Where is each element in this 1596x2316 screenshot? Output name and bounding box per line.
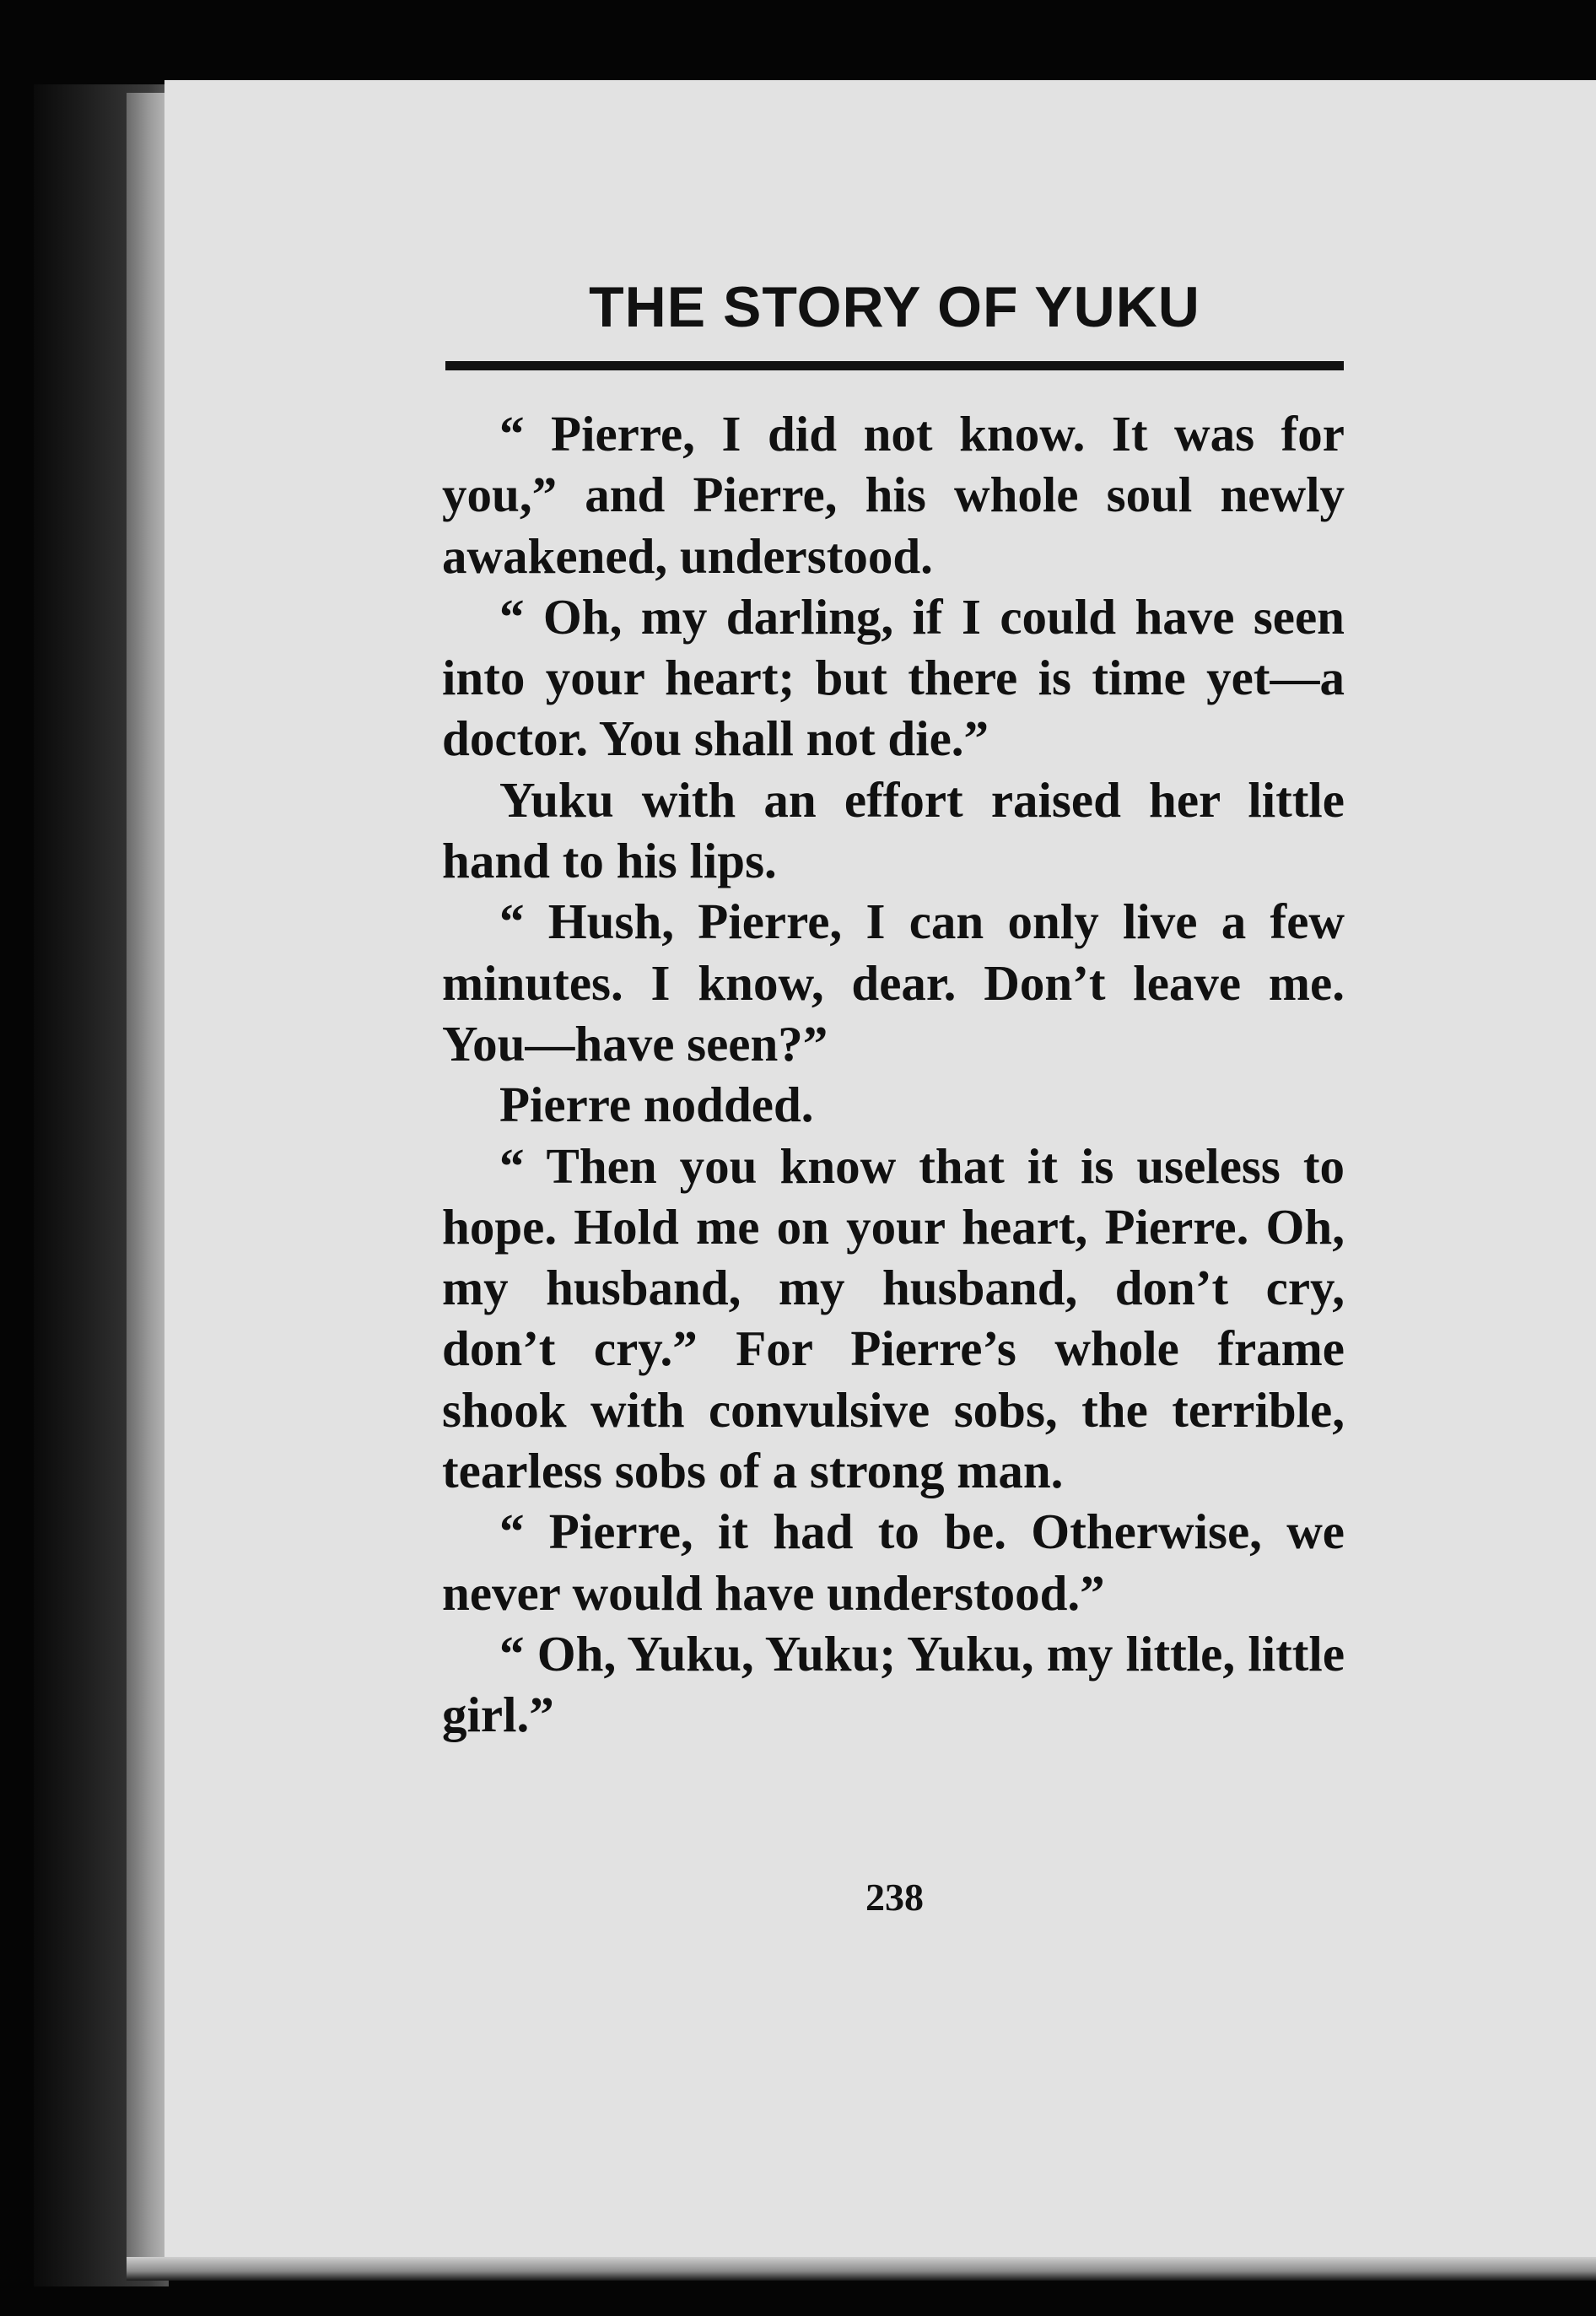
paragraph: “ Oh, my darling, if I could have seen into your heart; but there is time yet—a doctor. You shall not die.”	[442, 588, 1345, 767]
paragraph: “ Pierre, it had to be. Otherwise, we never would have understood.”	[442, 1504, 1345, 1621]
paragraph: Pierre nodded.	[499, 1077, 814, 1133]
paragraph: “ Oh, Yuku, Yuku; Yuku, my little, little girl.”	[442, 1625, 1345, 1743]
paragraph: “ Then you know that it is useless to hope. Hold me on your heart, Pierre. Oh, my husband, my husband, don’t cry, don’t cry.” For Pierre’s whole frame shook with convulsive sobs, the terrible, tearless sobs of a strong man.	[442, 1137, 1345, 1499]
paragraph: “ Pierre, I did not know. It was for you,” and Pierre, his whole soul newly awakened, understood.	[442, 406, 1345, 584]
running-head: THE STORY OF YUKU	[589, 275, 1200, 339]
body-text	[442, 403, 1345, 1746]
paragraph: “ Hush, Pierre, I can only live a few minutes. I know, dear. Don’t leave me. You—have seen?”	[442, 893, 1345, 1072]
head-rule	[445, 361, 1344, 370]
page-number: 238	[865, 1876, 924, 1919]
page-bottom-edge	[127, 2257, 1596, 2281]
paragraph: Yuku with an effort raised her little hand to his lips.	[442, 771, 1345, 889]
